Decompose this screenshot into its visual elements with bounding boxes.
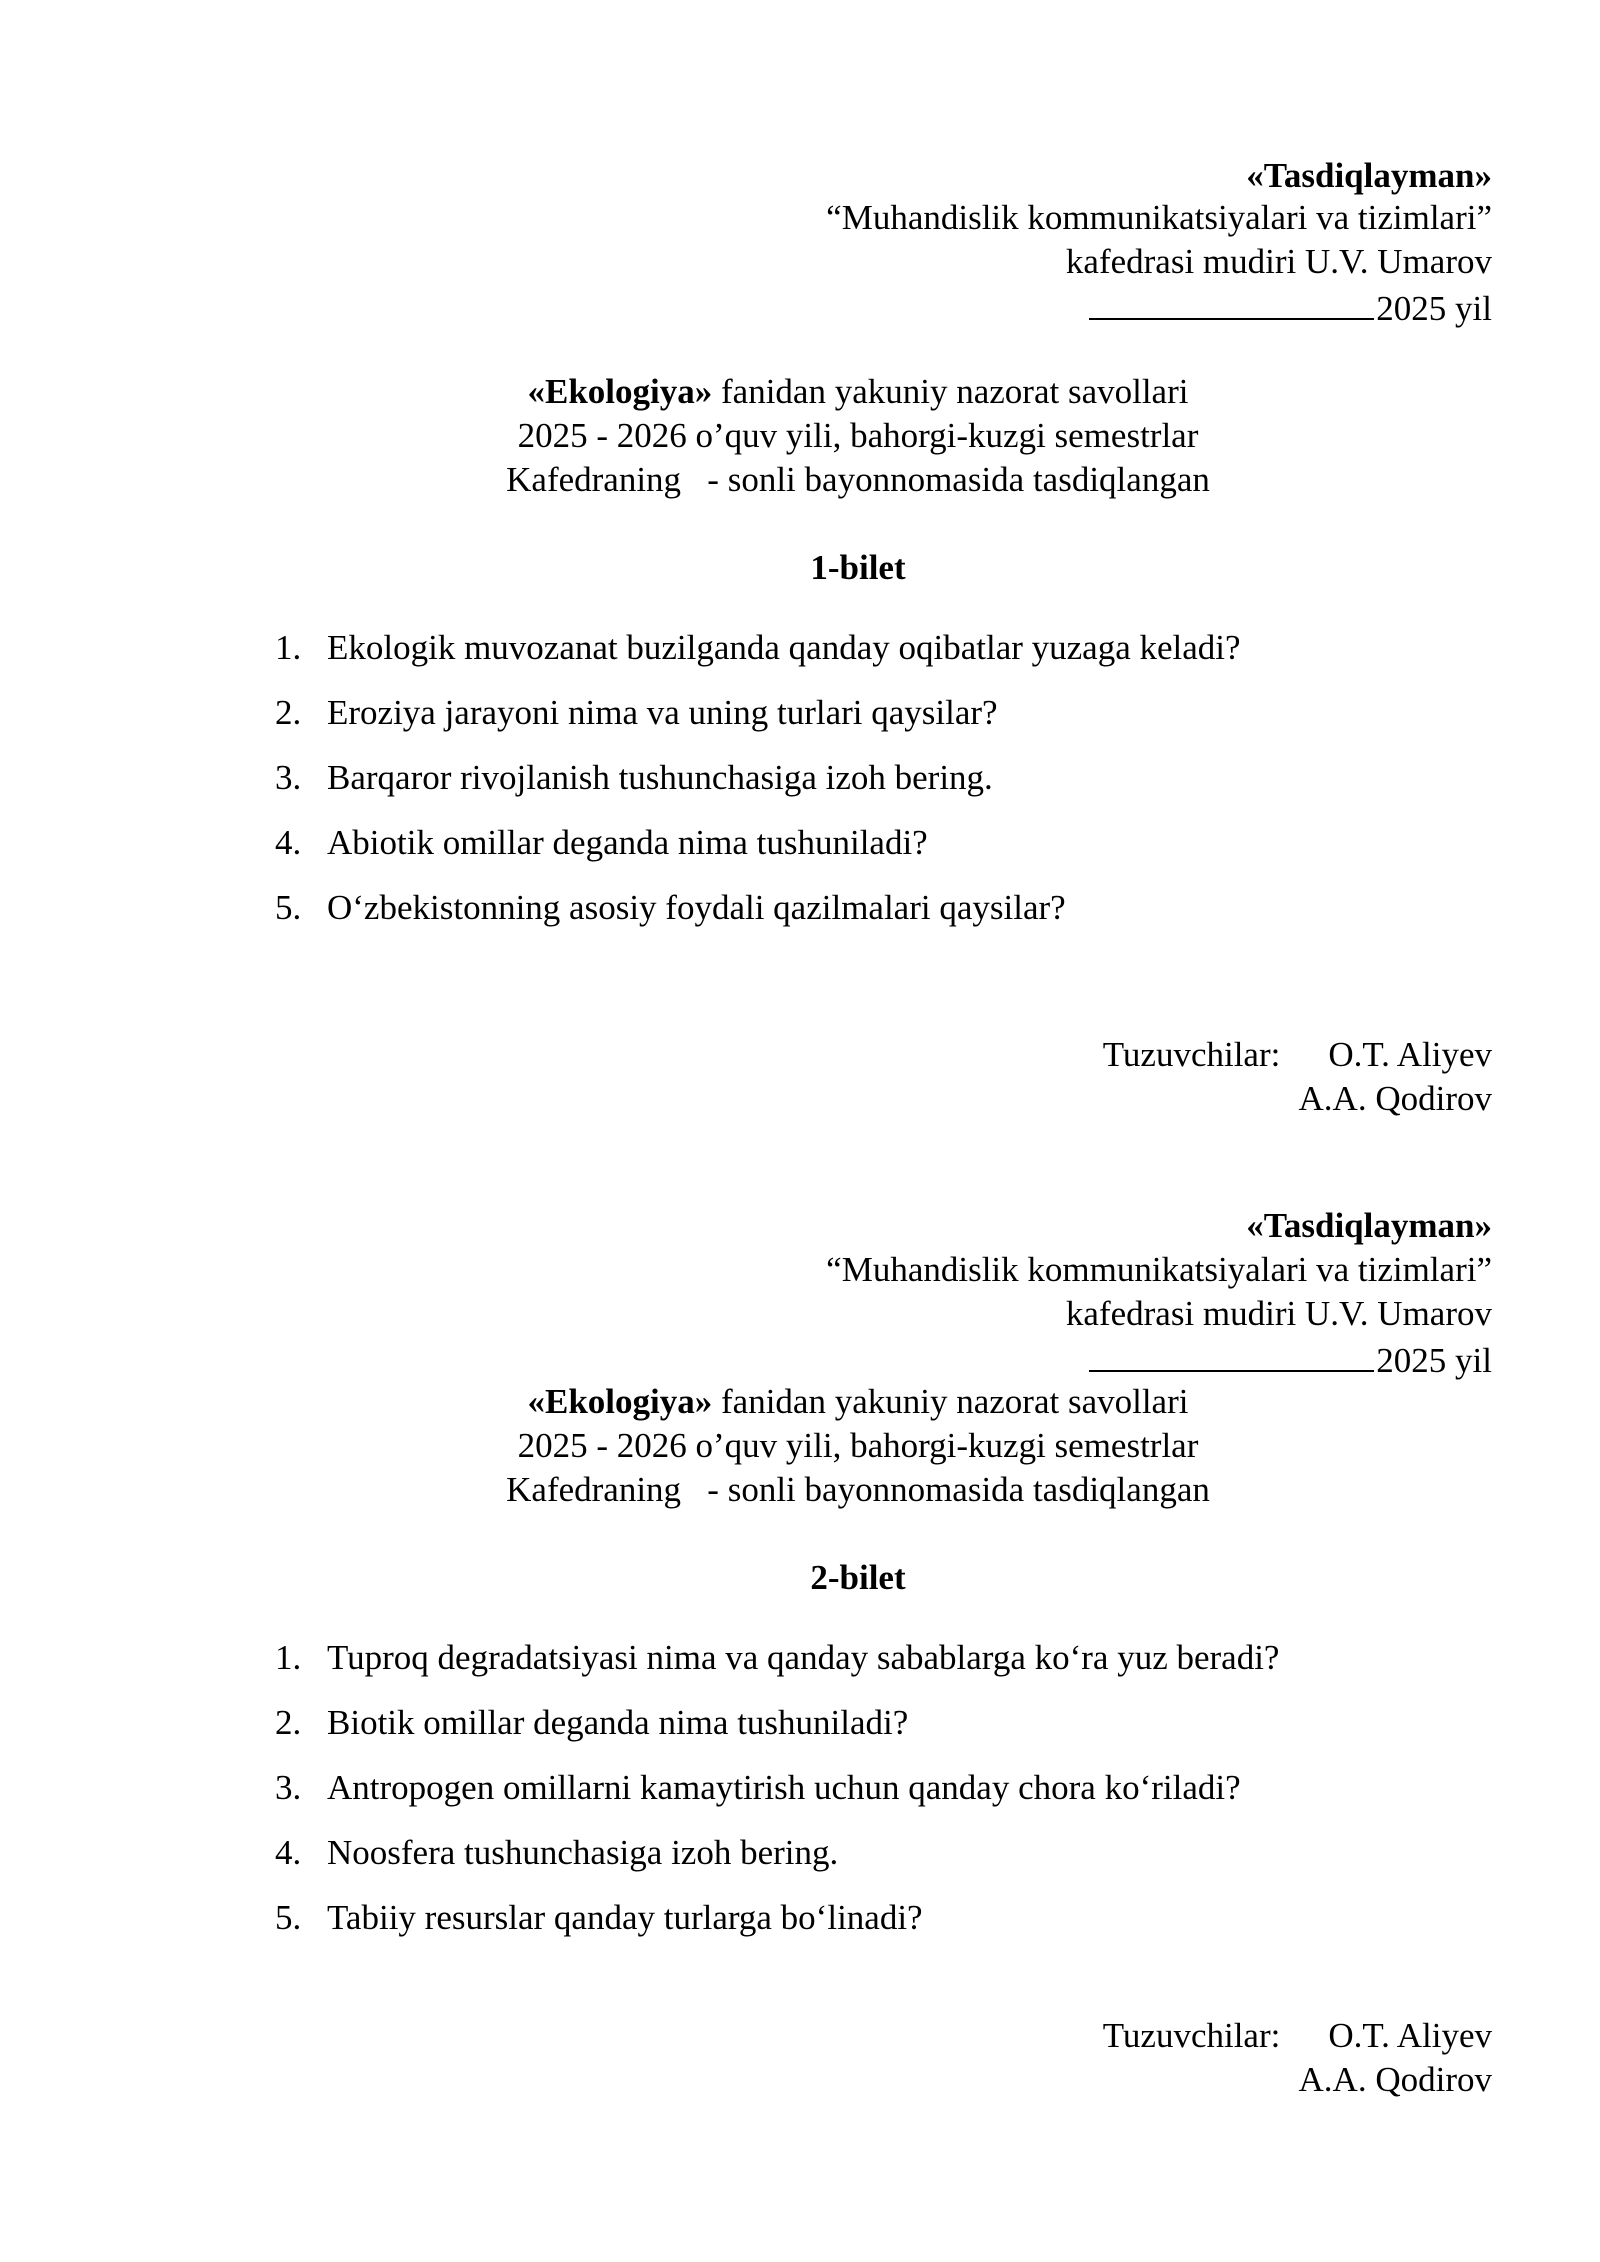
question-number: 4. (275, 1833, 302, 1872)
question-number: 4. (275, 823, 302, 862)
compiler-name: O.T. Aliyev (1328, 1035, 1492, 1074)
question-text: Eroziya jarayoni nima va uning turlari qaysilar? (327, 693, 998, 732)
approval-title: «Tasdiqlayman» (1246, 156, 1492, 195)
question-text: Biotik omillar deganda nima tushuniladi? (327, 1703, 909, 1742)
exam-ticket-2 (0, 1008, 1600, 2099)
signature-blank-line (1089, 288, 1374, 320)
question-text: Barqaror rivojlanish tushunchasiga izoh bering. (327, 758, 993, 797)
question-number: 1. (275, 628, 302, 667)
subject-description: fanidan yakuniy nazorat savollari (712, 1382, 1189, 1421)
question-number: 5. (275, 888, 302, 927)
question-text: O‘zbekistonning asosiy foydali qazilmalari qaysilar? (327, 888, 1066, 927)
subject-name: «Ekologiya» (527, 1382, 713, 1421)
question-item (275, 1705, 1279, 1770)
question-number: 1. (275, 1638, 302, 1677)
compiler-row (1103, 2062, 1492, 2106)
department-name: “Muhandislik kommunikatsiyalari va tizimlari” (826, 198, 1492, 237)
exam-ticket-1 (0, 0, 1600, 1118)
department-name: “Muhandislik kommunikatsiyalari va tizimlari” (826, 1250, 1492, 1289)
question-text: Noosfera tushunchasiga izoh bering. (327, 1833, 839, 1872)
question-text: Antropogen omillarni kamaytirish uchun qanday chora ko‘riladi? (327, 1768, 1241, 1807)
ticket-number: 2-bilet (810, 1558, 906, 1597)
protocol-note: Kafedraning - sonli bayonnomasida tasdiqlangan (506, 460, 1210, 499)
question-item (275, 1770, 1279, 1835)
subject-name: «Ekologiya» (527, 372, 713, 411)
compiler-name: O.T. Aliyev (1328, 2016, 1492, 2055)
approval-title: «Tasdiqlayman» (1246, 1206, 1492, 1245)
question-number: 2. (275, 693, 302, 732)
question-item (275, 760, 1241, 825)
subject-title (0, 1384, 1600, 1419)
compiler-name: A.A. Qodirov (1298, 2060, 1492, 2099)
signature-date (1089, 1340, 1492, 1378)
question-item (275, 1835, 1279, 1900)
question-number: 5. (275, 1898, 302, 1937)
signature-blank-line (1089, 1340, 1374, 1372)
question-number: 3. (275, 758, 302, 797)
subject-description: fanidan yakuniy nazorat savollari (712, 372, 1189, 411)
ticket-number: 1-bilet (810, 548, 906, 587)
question-item (275, 890, 1241, 955)
compilers-block (1103, 2018, 1492, 2106)
approval-year: 2025 yil (1376, 289, 1492, 328)
question-number: 2. (275, 1703, 302, 1742)
question-item (275, 1900, 1279, 1965)
compilers-label: Tuzuvchilar: (1102, 2016, 1281, 2055)
subject-title (0, 374, 1600, 409)
question-list (275, 630, 1241, 955)
protocol-note: Kafedraning - sonli bayonnomasida tasdiqlangan (506, 1470, 1210, 1509)
compiler-name: A.A. Qodirov (1298, 1079, 1492, 1118)
signature-date (1089, 288, 1492, 326)
question-text: Abiotik omillar deganda nima tushuniladi? (327, 823, 928, 862)
question-number: 3. (275, 1768, 302, 1807)
question-text: Tuproq degradatsiyasi nima va qanday sabablarga ko‘ra yuz beradi? (327, 1638, 1280, 1677)
department-head: kafedrasi mudiri U.V. Umarov (1065, 1294, 1492, 1333)
compiler-row (1103, 2018, 1492, 2062)
academic-year: 2025 - 2026 o’quv yili, bahorgi-kuzgi semestrlar (517, 1426, 1199, 1465)
approval-year: 2025 yil (1376, 1341, 1492, 1380)
academic-year: 2025 - 2026 o’quv yili, bahorgi-kuzgi semestrlar (517, 416, 1199, 455)
question-item (275, 695, 1241, 760)
question-text: Ekologik muvozanat buzilganda qanday oqibatlar yuzaga keladi? (327, 628, 1241, 667)
question-item (275, 825, 1241, 890)
compilers-label: Tuzuvchilar: (1102, 1035, 1281, 1074)
question-list (275, 1640, 1279, 1965)
department-head: kafedrasi mudiri U.V. Umarov (1065, 242, 1492, 281)
question-item (275, 630, 1241, 695)
question-item (275, 1640, 1279, 1705)
question-text: Tabiiy resurslar qanday turlarga bo‘linadi? (327, 1898, 923, 1937)
